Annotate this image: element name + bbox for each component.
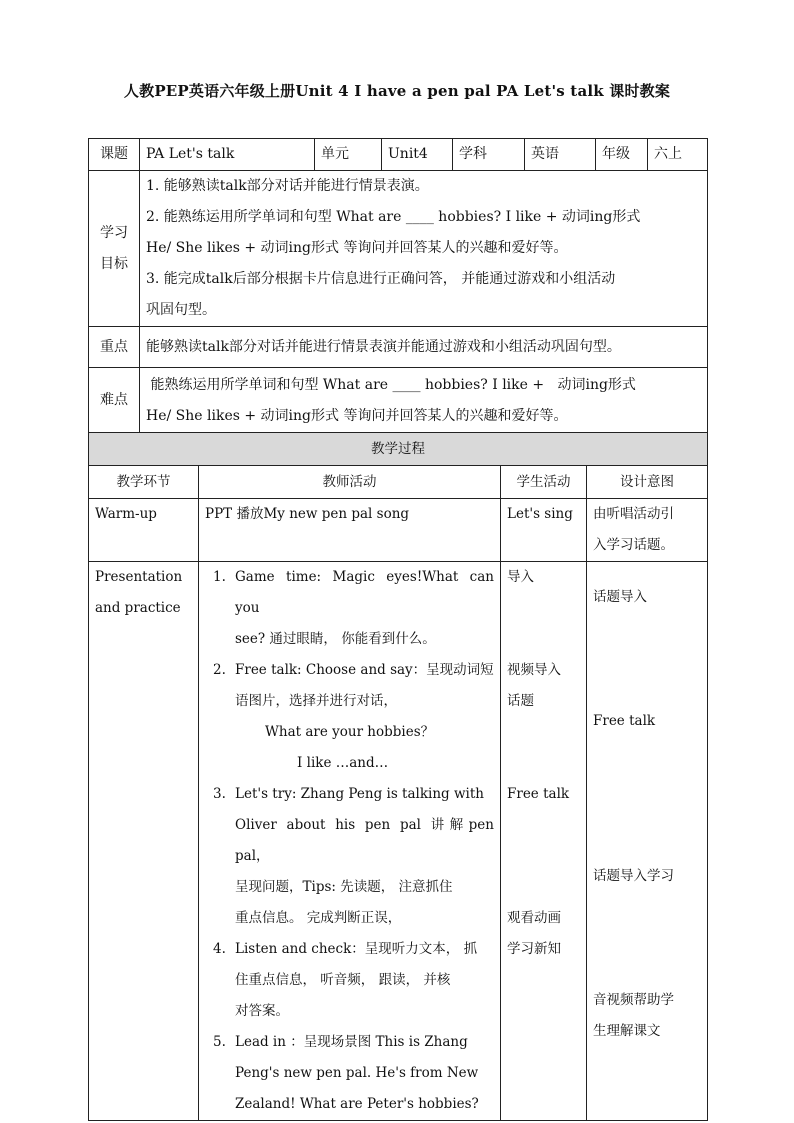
- goal-line: 2. 能熟练运用所学单词和句型 What are ____ hobbies? I like + 动词ing形式: [146, 209, 641, 225]
- col-header-intent: 设计意图: [587, 466, 708, 499]
- warmup-teacher: PPT 播放My new pen pal song: [199, 499, 501, 562]
- list-item: 2. Free talk: Choose and say：呈现动词短 语图片，选择并进行对话， What are your hobbies？ I like …and…: [213, 655, 494, 779]
- warmup-student: Let's sing: [501, 499, 587, 562]
- presentation-student: 导入 视频导入 话题 Free talk 观看动画 学习新知: [501, 562, 587, 1121]
- grade-label: 年级: [596, 139, 648, 171]
- goal-line: 1. 能够熟读talk部分对话并能进行情景表演。: [146, 178, 429, 194]
- difficult-points-content: [140, 368, 708, 434]
- list-item: 5. Lead in ：呈现场景图 This is Zhang Peng's new pen pal. He's from New Zealand! What are Peter's hobbies?: [213, 1034, 479, 1112]
- subject-value: 英语: [525, 139, 596, 171]
- lesson-info-table: [88, 138, 708, 434]
- subject-label: 学科: [453, 139, 525, 171]
- teacher-activity-list: [213, 562, 494, 1120]
- col-header-student: 学生活动: [501, 466, 587, 499]
- list-item: 4. Listen and check：呈现听力文本， 抓 住重点信息， 听音频， 跟读， 并核 对答案。: [213, 941, 478, 1019]
- goal-line: He/ She likes + 动词ing形式 等询问并回答某人的兴趣和爱好等。: [146, 240, 568, 256]
- document-title: 人教PEP英语六年级上册Unit 4 I have a pen pal PA Let's talk 课时教案: [123, 82, 671, 100]
- grade-value: 六上: [648, 139, 708, 171]
- difficult-line: He/ She likes + 动词ing形式 等询问并回答某人的兴趣和爱好等。: [146, 407, 568, 424]
- dialog-question: What are your hobbies？: [265, 724, 435, 740]
- col-header-teacher: 教师活动: [199, 466, 501, 499]
- presentation-intent: 话题导入 Free talk 话题导入学习 音视频帮助学 生理解课文: [587, 562, 708, 1121]
- list-item: 1. Game time: Magic eyes!What can you see? 通过眼睛， 你能看到什么。: [213, 569, 494, 647]
- key-points-label: 重点: [89, 327, 140, 368]
- presentation-stage: Presentation and practice: [89, 562, 199, 1121]
- list-item: 3. Let's try: Zhang Peng is talking with Oliver about his pen pal 讲解pen pal， 呈现问题，Tips: 先读题， 注意抓住 重点信息。 完成判断正误，: [213, 786, 494, 926]
- process-header: 教学过程: [89, 433, 708, 466]
- warmup-intent: 由听唱活动引 入学习话题。: [587, 499, 708, 562]
- unit-value: Unit4: [382, 139, 453, 171]
- col-header-stage: 教学环节: [89, 466, 199, 499]
- topic-label: 课题: [89, 139, 140, 171]
- dialog-answer: I like …and…: [297, 755, 389, 771]
- goal-line: 巩固句型。: [146, 302, 216, 318]
- difficult-line: 能熟练运用所学单词和句型 What are ____ hobbies? I like + 动词ing形式: [146, 376, 636, 393]
- key-points-content: 能够熟读talk部分对话并能进行情景表演并能通过游戏和小组活动巩固句型。: [140, 327, 708, 368]
- topic-value: PA Let's talk: [140, 139, 315, 171]
- warmup-stage: Warm-up: [89, 499, 199, 562]
- goals-label: 学习 目标: [89, 171, 140, 327]
- difficult-points-label: 难点: [89, 368, 140, 434]
- presentation-teacher: [199, 562, 501, 1121]
- goal-line: 3. 能完成talk后部分根据卡片信息进行正确问答， 并能通过游戏和小组活动: [146, 271, 616, 287]
- unit-label: 单元: [315, 139, 382, 171]
- teaching-process-table: [88, 432, 708, 1121]
- goals-content: [140, 171, 708, 327]
